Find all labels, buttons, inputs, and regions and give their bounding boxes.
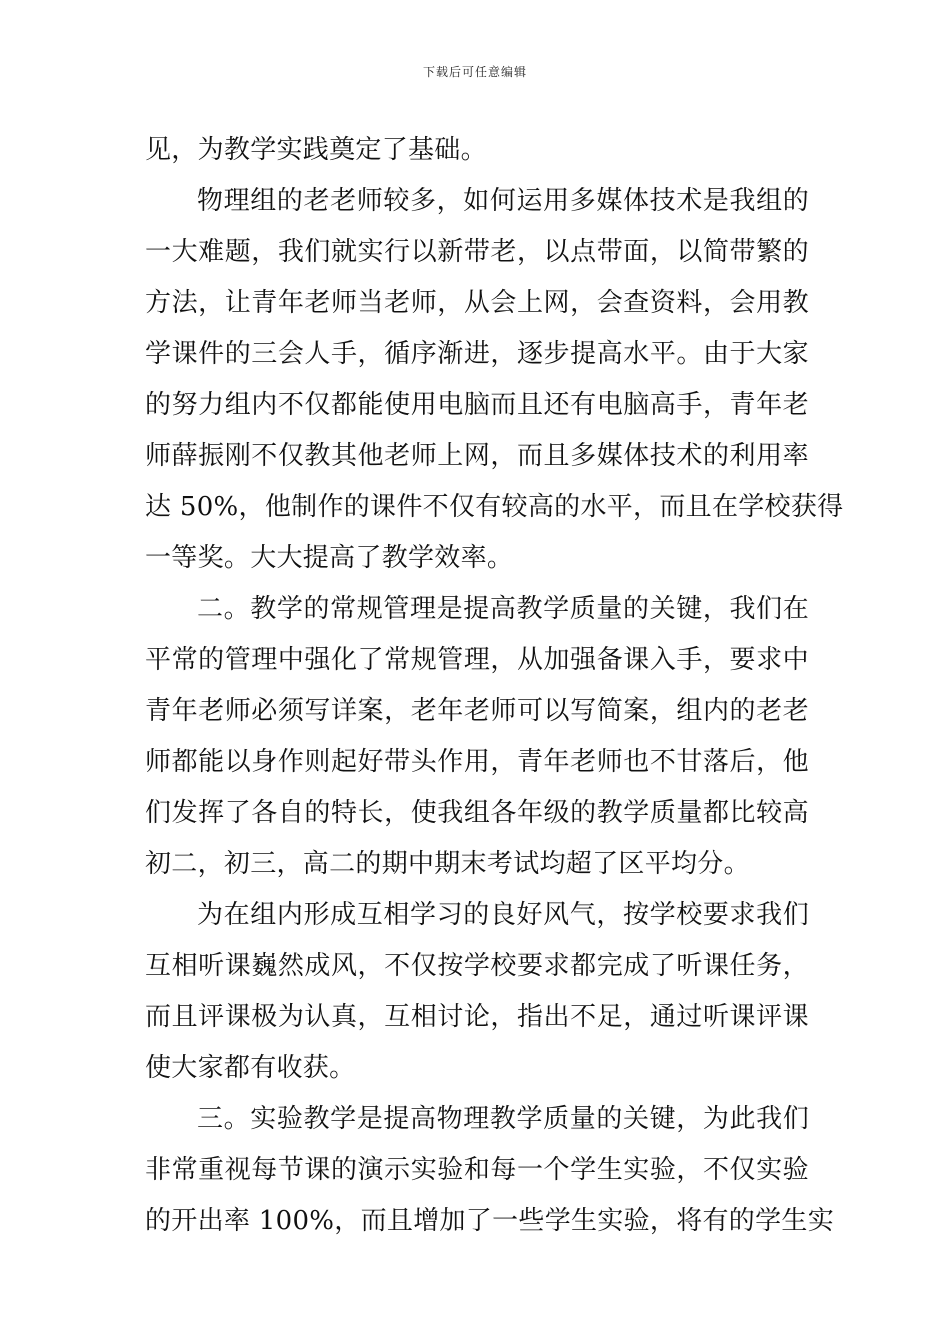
text-line: 互相听课巍然成风，不仅按学校要求都完成了听课任务， (145, 951, 809, 981)
paragraph (145, 125, 809, 176)
text-line: 使大家都有收获。 (145, 1053, 356, 1083)
text-line: 三。实验教学是提高物理教学质量的关键，为此我们 (197, 1104, 809, 1134)
text-line: 的努力组内不仅都能使用电脑而且还有电脑高手，青年老 (145, 390, 809, 420)
text-line: 师都能以身作则起好带头作用，青年老师也不甘落后，他 (145, 747, 809, 777)
text-line: 为在组内形成互相学习的良好风气，按学校要求我们 (197, 900, 809, 930)
paragraph (145, 1094, 834, 1247)
text-line: 而且评课极为认真，互相讨论，指出不足，通过听课评课 (145, 1002, 809, 1032)
paragraph (145, 890, 809, 1094)
text-line: 方法，让青年老师当老师，从会上网，会查资料，会用教 (145, 288, 809, 318)
text-line: 非常重视每节课的演示实验和每一个学生实验，不仅实验 (145, 1155, 809, 1185)
text-line: 青年老师必须写详案，老年老师可以写简案，组内的老老 (145, 696, 809, 726)
text-line: 二。教学的常规管理是提高教学质量的关键，我们在 (197, 594, 809, 624)
text-line: 物理组的老老师较多，如何运用多媒体技术是我组的 (197, 186, 809, 216)
paragraph (145, 584, 809, 890)
document-body (145, 125, 844, 1247)
text-line: 达 50%，他制作的课件不仅有较高的水平，而且在学校获得 (145, 492, 844, 522)
page-header: 下载后可任意编辑 (422, 65, 527, 79)
text-line: 一等奖。大大提高了教学效率。 (145, 543, 514, 573)
text-line: 一大难题，我们就实行以新带老，以点带面，以简带繁的 (145, 237, 809, 267)
text-line: 初二，初三，高二的期中期末考试均超了区平均分。 (145, 849, 750, 879)
text-line: 们发挥了各自的特长，使我组各年级的教学质量都比较高 (145, 798, 809, 828)
text-line: 的开出率 100%，而且增加了一些学生实验，将有的学生实 (145, 1206, 834, 1236)
paragraph (145, 176, 844, 584)
text-line: 师薛振刚不仅教其他老师上网，而且多媒体技术的利用率 (145, 441, 809, 471)
text-line: 平常的管理中强化了常规管理，从加强备课入手，要求中 (145, 645, 809, 675)
text-line: 学课件的三会人手，循序渐进，逐步提高水平。由于大家 (145, 339, 809, 369)
text-line: 见，为教学实践奠定了基础。 (145, 135, 487, 165)
